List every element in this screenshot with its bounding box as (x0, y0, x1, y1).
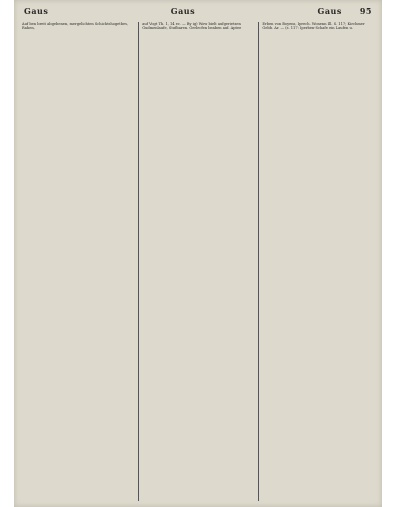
header-left: Gaus (24, 6, 49, 16)
page-number: 95 (359, 6, 372, 16)
text-line: Rahen, (22, 26, 35, 31)
scanned-page (14, 0, 382, 507)
text-columns (22, 22, 374, 501)
text-line: auf Vogt Th. 1, 14 ec. — By ig) Wow bielt aufgerietzen (142, 22, 241, 26)
header-right: Gaus (317, 6, 342, 16)
running-header (24, 5, 372, 17)
text-line: Gebb. Ar. — (s. 117: Iperben-Schafe ein Laufen u. (262, 26, 353, 31)
header-center: Gaus (170, 6, 196, 16)
text-line: Auf ben breit abgebenen, mergelichten Schichtshogetbes, (22, 22, 129, 26)
column-divider (258, 22, 259, 501)
header-right-group (318, 6, 372, 16)
column-3 (262, 22, 374, 501)
column-divider (138, 22, 139, 501)
text-line: Gudmenlaufe, Stufbaren. Gerlecfen beaben auf. Aptee (142, 26, 242, 31)
text-line: Erben von Boyens, Iprech. Wonenn Ill. S. 117; Kirchmer (262, 22, 365, 26)
column-1 (22, 22, 134, 501)
column-2 (142, 22, 254, 501)
